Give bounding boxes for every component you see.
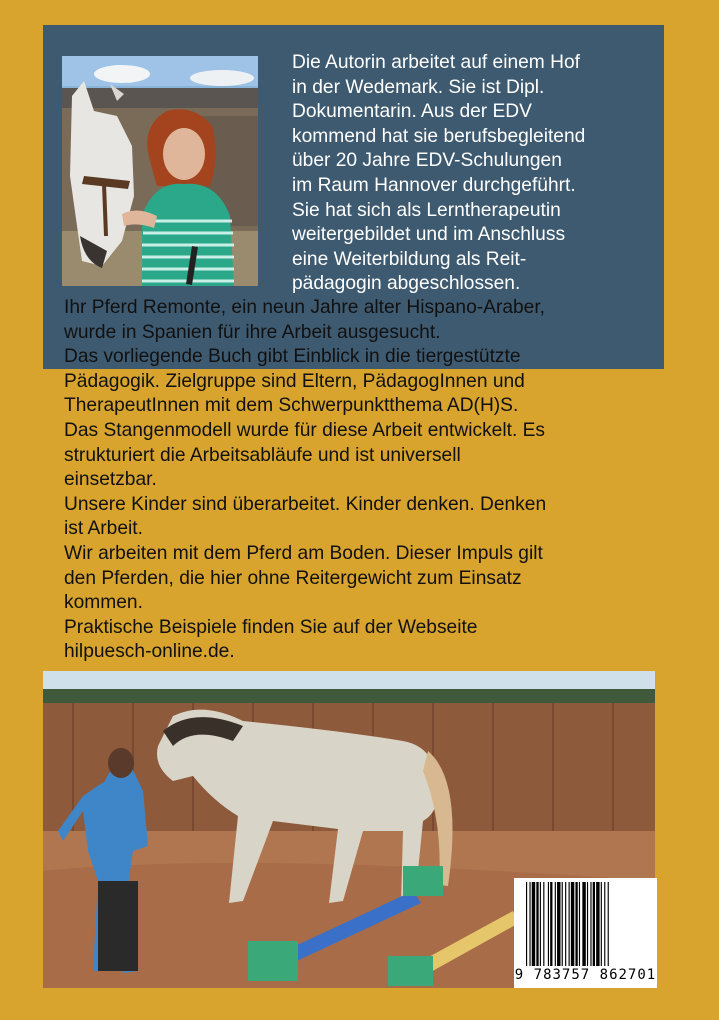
barcode-bars (514, 882, 657, 970)
bio-line: eine Weiterbildung als Reit- (292, 248, 527, 270)
bio-line: Die Autorin arbeitet auf einem Hof (292, 52, 580, 73)
website-line: hilpuesch-online.de. (64, 641, 235, 663)
bio-line: kommend hat sie berufsbegleitend (292, 125, 586, 147)
desc-line: kommen. (64, 592, 143, 614)
bio-line: Sie hat sich als Lerntherapeutin (292, 199, 561, 221)
desc-line: einsetzbar. (64, 469, 157, 491)
bio-line: im Raum Hannover durchgeführt. (292, 174, 576, 196)
desc-line: Wir arbeiten mit dem Pferd am Boden. Dieser Impuls gilt (64, 542, 543, 564)
bio-line: pädagogin abgeschlossen. (292, 273, 521, 295)
desc-line: TherapeutInnen mit dem Schwerpunktthema AD(H)S. (64, 395, 519, 417)
author-bio (292, 51, 633, 297)
bio-line: über 20 Jahre EDV-Schulungen (292, 150, 562, 172)
desc-line: strukturiert die Arbeitsabläufe und ist universell (64, 444, 461, 466)
author-photo (62, 56, 258, 286)
desc-line: wurde in Spanien für ihre Arbeit ausgesucht. (64, 321, 441, 343)
bio-line: in der Wedemark. Sie ist Dipl. (292, 76, 545, 98)
desc-line: Das Stangenmodell wurde für diese Arbeit entwickelt. Es (64, 419, 545, 441)
bio-line: Dokumentarin. Aus der EDV (292, 101, 532, 123)
book-description (64, 296, 633, 665)
isbn-number: 9 783757 862701 (514, 967, 657, 983)
isbn-barcode (514, 878, 657, 988)
desc-line: Pädagogik. Zielgruppe sind Eltern, PädagogInnen und (64, 370, 525, 392)
desc-line: Das vorliegende Buch gibt Einblick in die tiergestützte (64, 346, 521, 368)
desc-line: den Pferden, die hier ohne Reitergewicht zum Einsatz (64, 567, 522, 589)
bio-line: weitergebildet und im Anschluss (292, 224, 566, 246)
desc-line: Unsere Kinder sind überarbeitet. Kinder denken. Denken (64, 493, 547, 515)
desc-line: Praktische Beispiele finden Sie auf der Webseite (64, 616, 478, 638)
desc-line: ist Arbeit. (64, 518, 143, 540)
desc-line: Ihr Pferd Remonte, ein neun Jahre alter Hispano-Araber, (64, 297, 546, 318)
